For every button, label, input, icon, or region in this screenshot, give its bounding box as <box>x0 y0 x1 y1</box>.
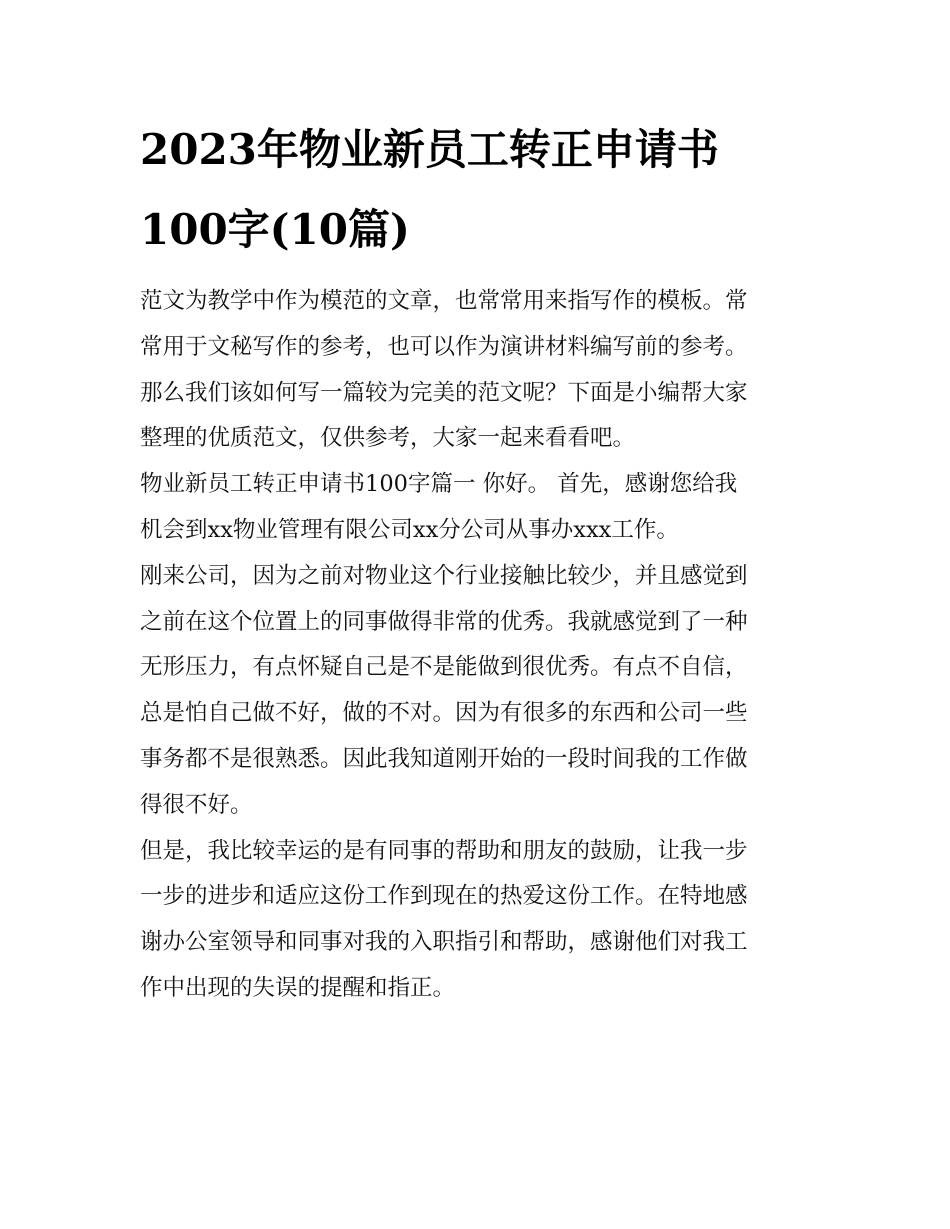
text-line: 谢办公室领导和同事对我的入职指引和帮助，感谢他们对我工 <box>140 929 748 956</box>
intro-paragraph <box>140 279 820 462</box>
text-line: 范文为教学中作为模范的文章，也常常用来指写作的模板。常 <box>140 288 748 314</box>
text-line: 一步的进步和适应这份工作到现在的热爱这份工作。在特地感 <box>140 883 748 910</box>
text-line: 那么我们该如何写一篇较为完美的范文呢？下面是小编帮大家 <box>140 379 748 406</box>
title-line: 2023年物业新员工转正申请书 <box>140 125 719 174</box>
text-line: 常用于文秘写作的参考，也可以作为演讲材料编写前的参考。 <box>140 333 748 360</box>
text-line: 作中出现的失误的提醒和指正。 <box>140 974 456 1001</box>
text-line: 事务都不是很熟悉。因此我知道刚开始的一段时间我的工作做 <box>140 745 748 772</box>
text-line: 但是，我比较幸运的是有同事的帮助和朋友的鼓励，让我一步 <box>140 837 748 864</box>
body-paragraph <box>140 829 820 1012</box>
document-title <box>140 110 820 270</box>
text-line: 机会到xx物业管理有限公司xx分公司从事办xxx工作。 <box>140 516 679 543</box>
body-paragraph <box>140 554 820 829</box>
text-line: 之前在这个位置上的同事做得非常的优秀。我就感觉到了一种 <box>140 608 748 635</box>
text-line: 总是怕自己做不好，做的不对。因为有很多的东西和公司一些 <box>140 700 748 727</box>
section-one-paragraph <box>140 462 820 554</box>
text-line: 整理的优质范文，仅供参考，大家一起来看看吧。 <box>140 425 636 452</box>
text-line: 得很不好。 <box>140 791 253 818</box>
text-line: 物业新员工转正申请书100字篇一 你好。 首先，感谢您给我 <box>140 471 738 498</box>
document-body <box>140 279 820 1012</box>
text-line: 刚来公司，因为之前对物业这个行业接触比较少，并且感觉到 <box>140 562 748 589</box>
text-line: 无形压力，有点怀疑自己是不是能做到很优秀。有点不自信， <box>140 654 748 681</box>
title-line: 100字(10篇) <box>140 205 410 254</box>
